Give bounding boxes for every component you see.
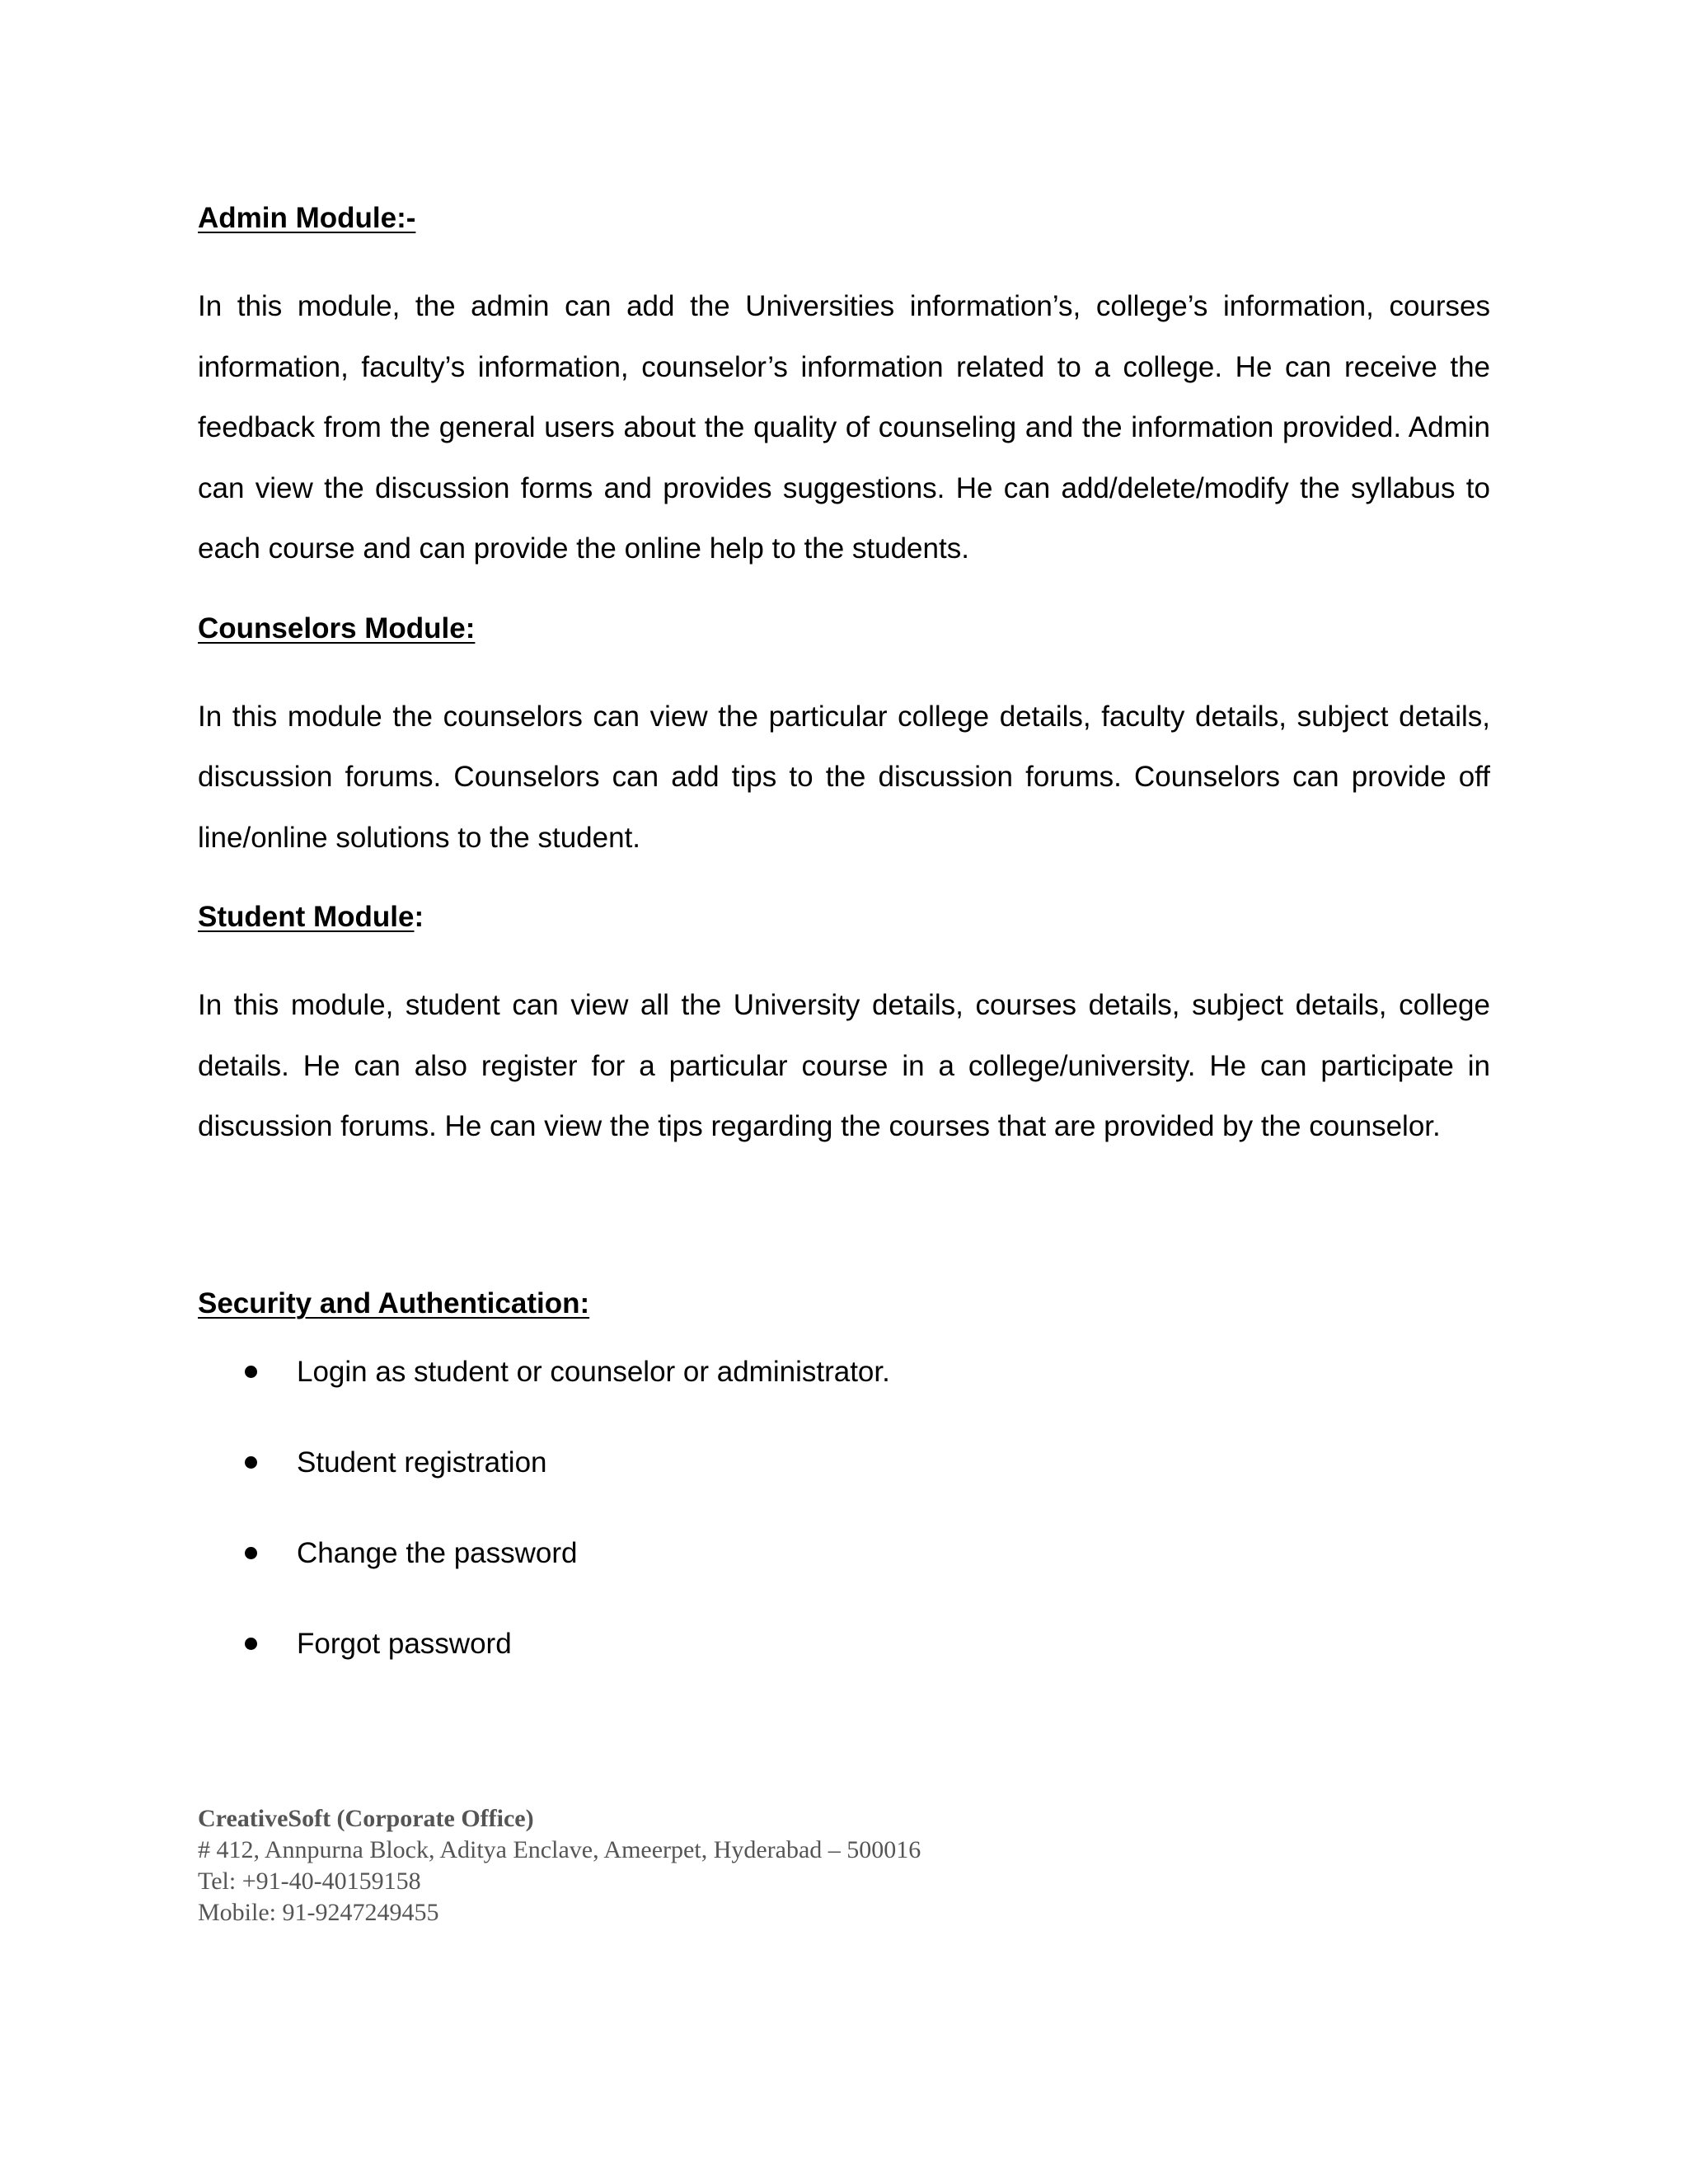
security-list-item xyxy=(198,1352,1490,1393)
footer-company: CreativeSoft (Corporate Office) xyxy=(198,1805,534,1832)
student-module-heading-text: Student Module xyxy=(198,901,415,933)
bullet-icon xyxy=(245,1547,257,1559)
document-content xyxy=(198,194,1490,1714)
bullet-icon xyxy=(245,1638,257,1650)
admin-module-paragraph: In this module, the admin can add the Universities information’s, college’s information, courses information, faculty’s information, counselor’s information related to a college. He can receive the feedback from the general users about the quality of counseling and the information provided. Admin can view the discussion forms and provides suggestions. He can add/delete/modify the syllabus to each course and can provide the online help to the students. xyxy=(198,290,1490,565)
footer-tel: Tel: +91-40-40159158 xyxy=(198,1868,421,1895)
security-list-item-text: Student registration xyxy=(297,1446,547,1479)
student-module-heading-colon: : xyxy=(414,901,424,933)
student-module-paragraph: In this module, student can view all the University details, courses details, subject details, college details. He can also register for a particular course in a college/university. He can participate in discussion forums. He can view the tips regarding the courses that are provided by the counselor. xyxy=(198,989,1490,1142)
bullet-icon xyxy=(245,1456,257,1469)
security-list-item xyxy=(198,1624,1490,1665)
footer-mobile: Mobile: 91-9247249455 xyxy=(198,1899,439,1926)
admin-module-heading xyxy=(198,194,1490,243)
security-list-item-text: Forgot password xyxy=(297,1627,512,1660)
security-list-item-text: Change the password xyxy=(297,1536,578,1569)
security-heading xyxy=(198,1279,1490,1329)
counselors-module-heading xyxy=(198,604,1490,654)
security-list-item-text: Login as student or counselor or administrator. xyxy=(297,1355,890,1388)
security-list-item xyxy=(198,1442,1490,1483)
admin-module-heading-text: Admin Module:- xyxy=(198,202,416,234)
security-heading-text: Security and Authentication: xyxy=(198,1286,590,1319)
bullet-icon xyxy=(245,1366,257,1378)
page-footer xyxy=(198,1803,921,1929)
student-module-heading xyxy=(198,893,1490,942)
security-list-item xyxy=(198,1533,1490,1574)
counselors-module-paragraph: In this module the counselors can view the particular college details, faculty details, subject details, discussion forums. Counselors can add tips to the discussion forums. Counselors can provide off line/online solutions to the student. xyxy=(198,700,1490,854)
footer-address: # 412, Annpurna Block, Aditya Enclave, Ameerpet, Hyderabad – 500016 xyxy=(198,1836,921,1863)
counselors-module-heading-text: Counselors Module: xyxy=(198,612,476,644)
security-list xyxy=(198,1352,1490,1665)
